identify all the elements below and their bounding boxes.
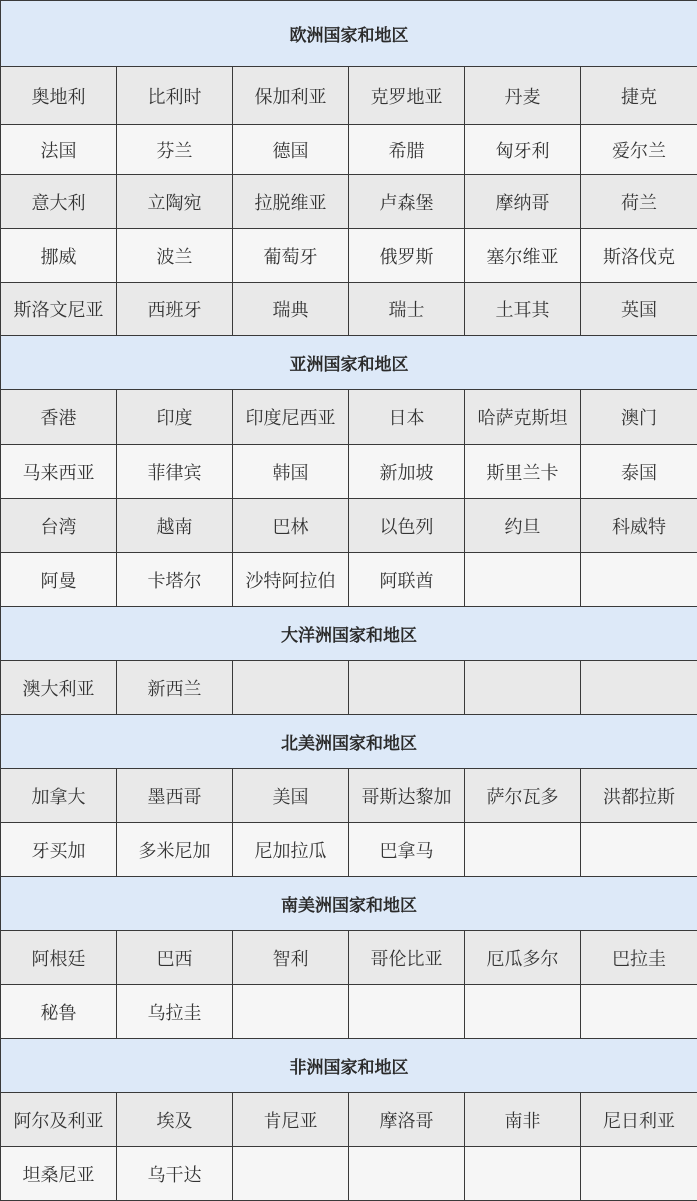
country-cell: 乌拉圭	[117, 985, 233, 1039]
country-cell: 印度尼西亚	[233, 390, 349, 445]
country-cell: 以色列	[349, 499, 465, 553]
country-cell: 俄罗斯	[349, 229, 465, 283]
country-cell: 荷兰	[581, 175, 697, 229]
country-cell: 立陶宛	[117, 175, 233, 229]
country-cell: 智利	[233, 931, 349, 985]
country-cell: 多米尼加	[117, 823, 233, 877]
table-row	[1, 985, 697, 1039]
table-row	[1, 1147, 697, 1201]
country-cell: 比利时	[117, 67, 233, 125]
country-cell: 洪都拉斯	[581, 769, 697, 823]
country-cell: 瑞士	[349, 283, 465, 336]
section-title: 亚洲国家和地区	[1, 336, 697, 390]
country-cell: 巴拉圭	[581, 931, 697, 985]
country-cell: 台湾	[1, 499, 117, 553]
country-cell: 葡萄牙	[233, 229, 349, 283]
section-header-oceania	[1, 607, 697, 661]
empty-cell	[233, 661, 349, 715]
section-title: 非洲国家和地区	[1, 1039, 697, 1093]
country-cell: 意大利	[1, 175, 117, 229]
country-cell: 越南	[117, 499, 233, 553]
country-cell: 阿联酋	[349, 553, 465, 607]
country-cell: 日本	[349, 390, 465, 445]
section-title: 南美洲国家和地区	[1, 877, 697, 931]
empty-cell	[349, 1147, 465, 1201]
empty-cell	[581, 985, 697, 1039]
country-cell: 新加坡	[349, 445, 465, 499]
empty-cell	[233, 1147, 349, 1201]
country-cell: 卢森堡	[349, 175, 465, 229]
country-cell: 西班牙	[117, 283, 233, 336]
country-cell: 乌干达	[117, 1147, 233, 1201]
country-cell: 厄瓜多尔	[465, 931, 581, 985]
section-header-europe	[1, 1, 697, 67]
country-cell: 墨西哥	[117, 769, 233, 823]
country-cell: 波兰	[117, 229, 233, 283]
country-cell: 尼日利亚	[581, 1093, 697, 1147]
country-cell: 希腊	[349, 125, 465, 175]
country-cell: 南非	[465, 1093, 581, 1147]
country-cell: 牙买加	[1, 823, 117, 877]
section-header-south-america	[1, 877, 697, 931]
country-cell: 拉脱维亚	[233, 175, 349, 229]
country-cell: 沙特阿拉伯	[233, 553, 349, 607]
regions-table-body	[1, 1, 697, 1201]
country-cell: 捷克	[581, 67, 697, 125]
table-row	[1, 175, 697, 229]
table-row	[1, 390, 697, 445]
country-cell: 法国	[1, 125, 117, 175]
country-cell: 秘鲁	[1, 985, 117, 1039]
country-cell: 巴拿马	[349, 823, 465, 877]
country-cell: 斯洛文尼亚	[1, 283, 117, 336]
country-cell: 印度	[117, 390, 233, 445]
empty-cell	[465, 985, 581, 1039]
country-cell: 马来西亚	[1, 445, 117, 499]
country-cell: 坦桑尼亚	[1, 1147, 117, 1201]
country-cell: 巴西	[117, 931, 233, 985]
empty-cell	[349, 661, 465, 715]
country-cell: 英国	[581, 283, 697, 336]
empty-cell	[233, 985, 349, 1039]
section-title: 大洋洲国家和地区	[1, 607, 697, 661]
empty-cell	[581, 823, 697, 877]
country-cell: 澳门	[581, 390, 697, 445]
empty-cell	[581, 553, 697, 607]
country-cell: 菲律宾	[117, 445, 233, 499]
country-cell: 香港	[1, 390, 117, 445]
country-cell: 泰国	[581, 445, 697, 499]
country-cell: 哥伦比亚	[349, 931, 465, 985]
country-cell: 哈萨克斯坦	[465, 390, 581, 445]
country-cell: 爱尔兰	[581, 125, 697, 175]
country-cell: 阿尔及利亚	[1, 1093, 117, 1147]
country-cell: 摩纳哥	[465, 175, 581, 229]
table-row	[1, 283, 697, 336]
table-row	[1, 125, 697, 175]
section-header-asia	[1, 336, 697, 390]
country-cell: 美国	[233, 769, 349, 823]
country-cell: 埃及	[117, 1093, 233, 1147]
section-header-africa	[1, 1039, 697, 1093]
table-row	[1, 769, 697, 823]
country-cell: 澳大利亚	[1, 661, 117, 715]
country-cell: 保加利亚	[233, 67, 349, 125]
table-row	[1, 67, 697, 125]
country-cell: 芬兰	[117, 125, 233, 175]
country-cell: 德国	[233, 125, 349, 175]
country-cell: 斯洛伐克	[581, 229, 697, 283]
empty-cell	[465, 553, 581, 607]
section-title: 北美洲国家和地区	[1, 715, 697, 769]
section-header-north-america	[1, 715, 697, 769]
empty-cell	[581, 661, 697, 715]
country-cell: 塞尔维亚	[465, 229, 581, 283]
country-cell: 尼加拉瓜	[233, 823, 349, 877]
country-cell: 瑞典	[233, 283, 349, 336]
country-cell: 阿曼	[1, 553, 117, 607]
table-row	[1, 823, 697, 877]
country-cell: 萨尔瓦多	[465, 769, 581, 823]
country-cell: 斯里兰卡	[465, 445, 581, 499]
country-cell: 克罗地亚	[349, 67, 465, 125]
table-row	[1, 499, 697, 553]
country-cell: 土耳其	[465, 283, 581, 336]
section-title: 欧洲国家和地区	[1, 1, 697, 67]
empty-cell	[581, 1147, 697, 1201]
table-row	[1, 1093, 697, 1147]
table-row	[1, 553, 697, 607]
country-cell: 肯尼亚	[233, 1093, 349, 1147]
empty-cell	[465, 1147, 581, 1201]
country-cell: 约旦	[465, 499, 581, 553]
table-row	[1, 661, 697, 715]
country-cell: 卡塔尔	[117, 553, 233, 607]
empty-cell	[465, 661, 581, 715]
empty-cell	[349, 985, 465, 1039]
table-row	[1, 931, 697, 985]
country-cell: 阿根廷	[1, 931, 117, 985]
country-cell: 匈牙利	[465, 125, 581, 175]
country-cell: 科威特	[581, 499, 697, 553]
country-cell: 摩洛哥	[349, 1093, 465, 1147]
country-cell: 巴林	[233, 499, 349, 553]
country-cell: 加拿大	[1, 769, 117, 823]
country-cell: 丹麦	[465, 67, 581, 125]
country-cell: 哥斯达黎加	[349, 769, 465, 823]
country-cell: 韩国	[233, 445, 349, 499]
country-cell: 奥地利	[1, 67, 117, 125]
country-cell: 新西兰	[117, 661, 233, 715]
table-row	[1, 445, 697, 499]
country-cell: 挪威	[1, 229, 117, 283]
empty-cell	[465, 823, 581, 877]
table-row	[1, 229, 697, 283]
